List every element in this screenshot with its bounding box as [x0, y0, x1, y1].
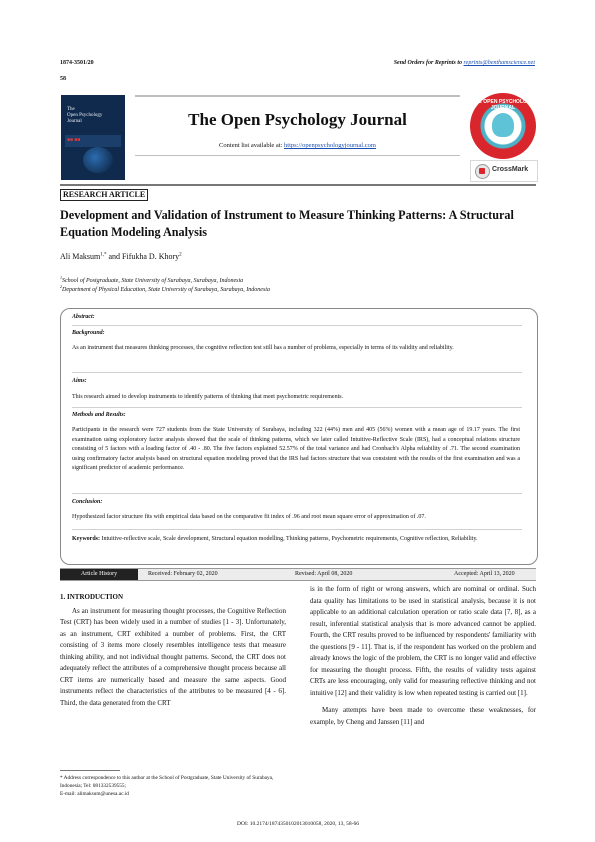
background-text: As an instrument that measures thinking processes, the cognitive reflection test still has a number of problems, especially in terms of its validity and reliability.	[72, 345, 454, 351]
journal-logo	[470, 93, 536, 159]
head-icon	[492, 113, 514, 137]
accepted-date: Accepted: April 13, 2020	[454, 571, 515, 577]
keywords-heading: Keywords:	[72, 536, 100, 542]
abstract-divider	[72, 325, 522, 326]
contents-line	[135, 142, 460, 149]
author-sup: 2	[179, 252, 182, 258]
header-rule	[135, 95, 460, 97]
journal-cover-image	[61, 95, 125, 180]
abstract-heading: Abstract:	[72, 314, 95, 320]
footnote-text: * Address correspondence to this author at the School of Postgraduate, State University of Surabaya, Indonesia; Tel: 081332539555;	[60, 775, 274, 789]
article-history-bar	[60, 568, 536, 581]
keywords-text: Intuitive-reflective scale, Scale development, Structural equation modelling, Thinking patterns, Psychometric requirements, Cognitive reflection, Reliability.	[101, 536, 478, 542]
author-sup: 1,*	[100, 252, 107, 258]
body-paragraph: Many attempts have been made to overcome these weaknesses, for example, by Cheng and Janssen [11] and	[310, 706, 536, 726]
received-date: Received: February 02, 2020	[148, 571, 218, 577]
section-rule	[60, 184, 536, 186]
methods-heading: Methods and Results:	[72, 412, 126, 418]
author-name: Ali Maksum	[60, 252, 101, 261]
header-rule-bottom	[135, 155, 460, 156]
crossmark-badge[interactable]	[470, 160, 538, 182]
aims-text: This research aimed to develop instruments to identify patterns of thinking that meet psychometric requirements.	[72, 394, 344, 400]
aims-heading: Aims:	[72, 378, 87, 384]
conclusion-text: Hypothesized factor structure fits with empirical data based on the comparative fit index of .96 and root mean square error of approximation of .07.	[72, 514, 426, 520]
author-separator: and	[106, 252, 123, 261]
footnote-rule	[60, 770, 120, 771]
abstract-box	[60, 308, 538, 565]
affiliation: $^1$School of Postgraduate, State University of Surabaya, Surabaya, Indonesia	[60, 275, 244, 284]
abstract-divider	[72, 493, 522, 494]
body-column-right	[310, 584, 536, 728]
keywords	[72, 535, 520, 545]
contents-label: Content list available at:	[219, 142, 283, 149]
article-type-label: RESEARCH ARTICLE	[60, 189, 148, 201]
body-paragraph: is in the form of right or wrong answers, which are nominal or ordinal. Such data quality has limitations to be used in statistical analysis, because it is not applicable to an additional calculation operation or ratio scale data [7, 8], as a result, inferential statistical analysis that is more advanced cannot be applied. Fourth, the CRT results proved to be influenced by respondents' familiarity with the questions [9 - 11]. That is, if the respondent has worked on the problem and already knows the logic of the problem, the CRT is no longer valid and effective for measuring the thought process. Fifth, the results of validity tests against CRTs are less encouraging, only valid for measuring reflective thinking and not intuitive [12] and their validity is low when repeated testing is carried out [1].	[310, 585, 536, 697]
article-history-label: Article History	[60, 569, 138, 580]
abstract-divider	[72, 529, 522, 530]
abstract-divider	[72, 372, 522, 373]
methods-text: Participants in the research were 727 students from the State University of Surabaya, including 322 (44%) men and 405 (56%) women with a mean age of 19.17 years. The first examination using exploratory factor analysis showed that the scale of thinking patterns, which we later called Intuitive-Reflective Scale (IRS), had a conceptual relations structure consisting of 5 factors with a loading factor of .40 - .80. The five factors explained 52.57% of the total variance and had Cronbach's Alpha reliability of .71. The second examination using confirmatory factor analysis based on structural equation modeling proved that the IRS had factors structure that was consistent with the results of the first examination and was a significant predictor of academic performance.	[72, 427, 520, 471]
author-list	[60, 252, 182, 261]
page-number: 58	[60, 76, 66, 82]
conclusion-heading: Conclusion:	[72, 499, 103, 505]
background-heading: Background:	[72, 330, 105, 336]
crossmark-icon	[475, 164, 490, 179]
reprints-email-link[interactable]: reprints@benthamscience.net	[463, 60, 535, 66]
correspondence-footnote	[60, 774, 286, 798]
body-column-left	[60, 592, 286, 709]
contents-url-link[interactable]: https://openpsychologyjournal.com	[284, 142, 376, 149]
cover-dots: ■■ ■■	[67, 138, 81, 143]
doi-footer: DOI: 10.2174/1874350102013010058, 2020, 13, 58-66	[237, 821, 359, 827]
revised-date: Revised: April 08, 2020	[295, 571, 353, 577]
body-paragraph: As an instrument for measuring thought processes, the Cognitive Reflection Test (CRT) has been widely used in a number of studies [1 - 3]. Unfortunately, as an instrument, CRT exhibited a number of problems. First, the CRT consisting of 3 items more closely resembles intelligence tests that measure thinking ability, and not individual thought patterns. Second, the CRT does not adequately reflect the attributes of a comprehensive thought process because all CRT items are numerically based and measure the same aspects. Good instruments reflect the characteristics of the attributes to be measured [4 - 6]. Third, the data generated from the CRT	[60, 606, 286, 707]
logo-text: THE OPEN PSYCHOLOGY JOURNAL	[471, 99, 535, 111]
section-heading: 1. INTRODUCTION	[60, 593, 124, 601]
footnote-email: E-mail: alimaksum@unesa.ac.id	[60, 791, 129, 797]
affiliation: $^2$Department of Physical Education, State University of Surabaya, Surabaya, Indonesia	[60, 284, 270, 293]
crossmark-label: CrossMark	[492, 166, 529, 173]
reprints-label: Send Orders for Reprints to	[393, 60, 463, 66]
cover-title: The Open Psychology Journal	[67, 107, 103, 124]
abstract-divider	[72, 407, 522, 408]
journal-title: The Open Psychology Journal	[188, 110, 407, 129]
article-title: Development and Validation of Instrument to Measure Thinking Patterns: A Structural Equation Modeling Analysis	[60, 208, 514, 239]
reprints-notice	[394, 60, 535, 66]
author-name: Fifukha D. Khory	[122, 252, 180, 261]
issn-label: 1874-3501/20	[60, 60, 94, 66]
cover-graphic	[83, 147, 113, 173]
